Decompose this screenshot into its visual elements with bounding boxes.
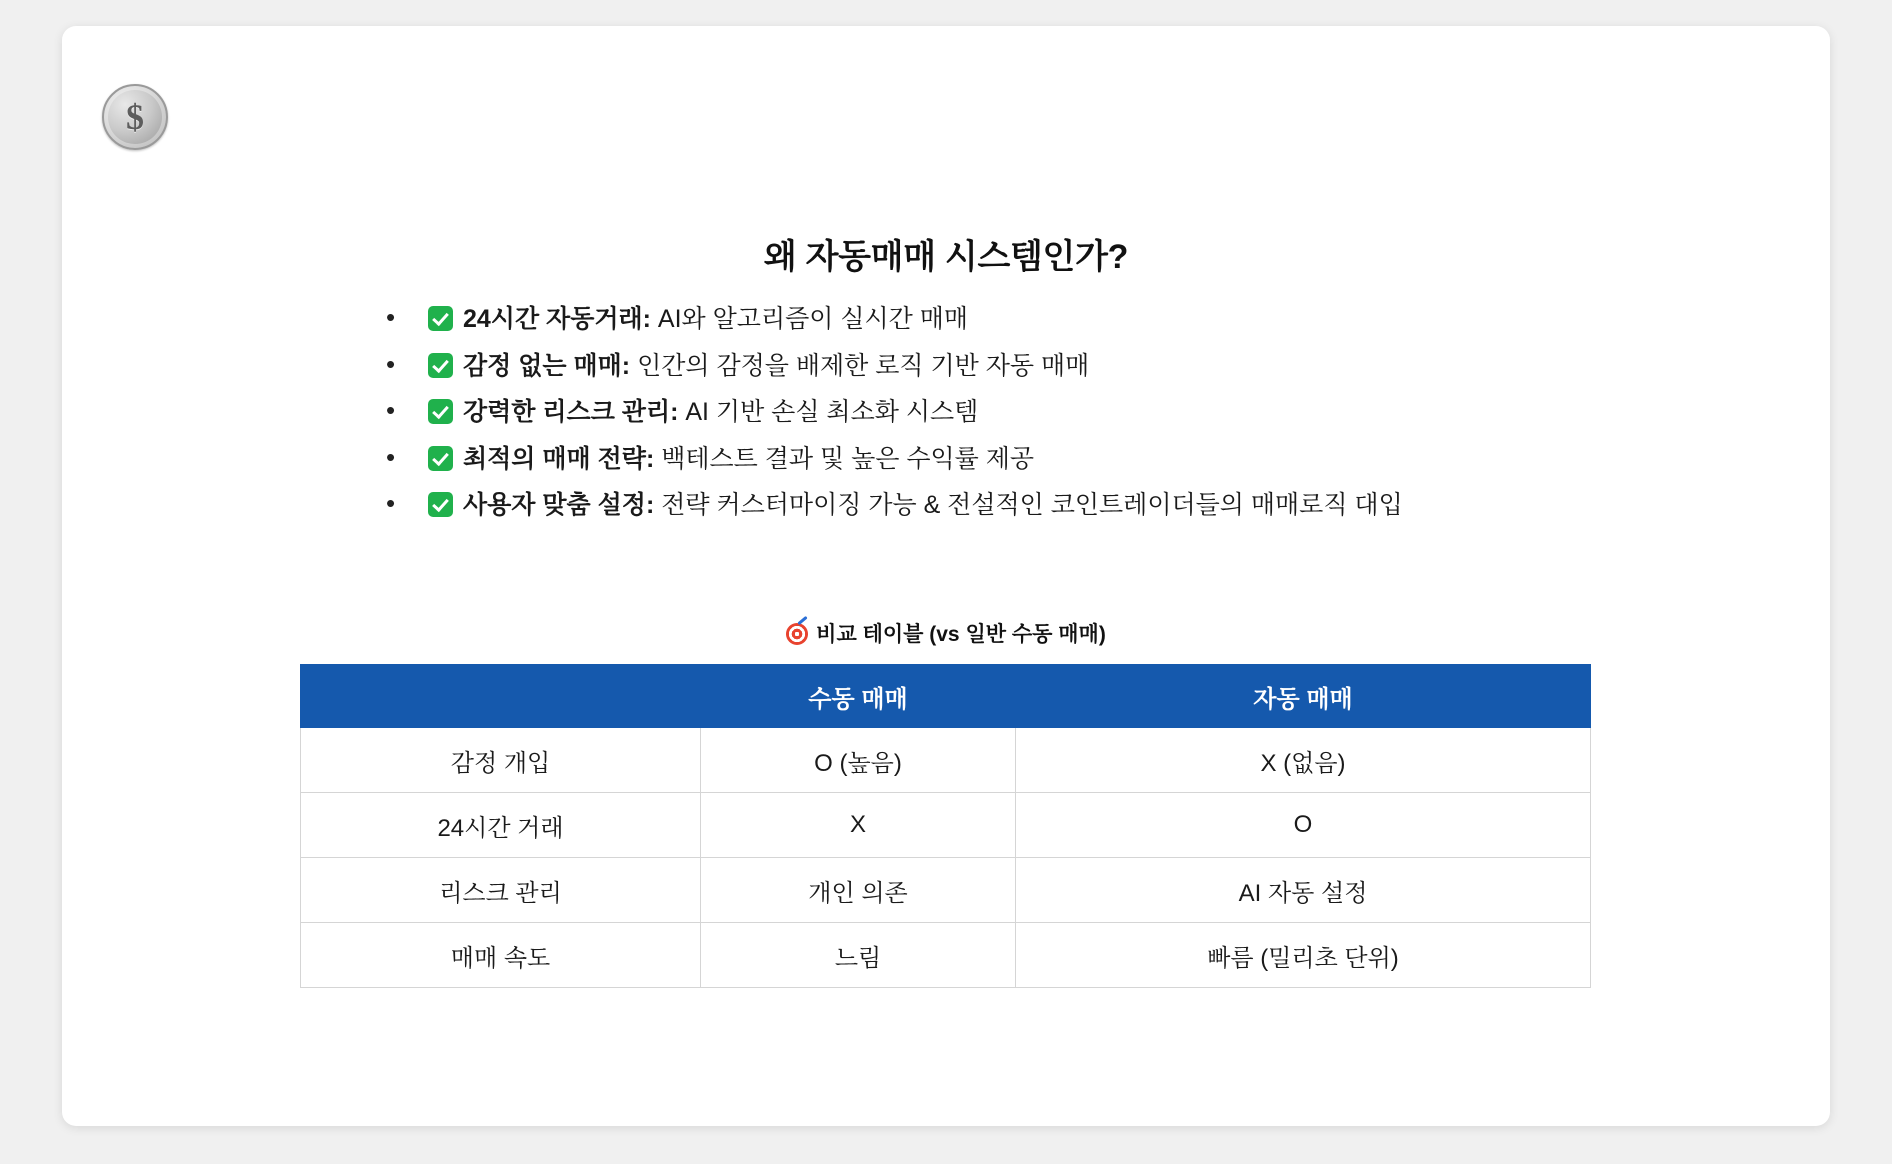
- check-icon: [428, 306, 453, 331]
- list-item-label: 사용자 맞춤 설정:: [463, 491, 655, 519]
- dollar-coin-icon: [102, 84, 168, 150]
- list-item-text: 인간의 감정을 배제한 로직 기반 자동 매매: [630, 351, 1090, 380]
- list-item-label: 24시간 자동거래:: [463, 305, 651, 333]
- list-item: [378, 490, 1403, 521]
- check-icon: [428, 399, 453, 424]
- target-icon: [786, 623, 808, 645]
- list-item: [378, 444, 1403, 475]
- check-icon: [428, 353, 453, 378]
- table-cell-auto: X (없음): [1016, 728, 1591, 793]
- list-item-text: AI 기반 손실 최소화 시스템: [678, 398, 979, 426]
- feature-list: [378, 304, 1403, 537]
- list-item-label: 감정 없는 매매:: [463, 351, 631, 380]
- table-cell-auto: O: [1016, 793, 1591, 858]
- list-item-text: AI와 알고리즘이 실시간 매매: [650, 305, 969, 333]
- table-cell-category: 24시간 거래: [301, 793, 701, 858]
- table-cell-auto: 빠름 (밀리초 단위): [1016, 923, 1591, 988]
- table-header-cell-auto: 자동 매매: [1016, 665, 1591, 728]
- table-caption: [62, 618, 1830, 648]
- check-icon: [428, 446, 453, 471]
- table-row: [301, 923, 1591, 988]
- table-cell-manual: 개인 의존: [701, 858, 1016, 923]
- list-item: [378, 397, 1403, 428]
- table-row: [301, 728, 1591, 793]
- check-icon: [428, 492, 453, 517]
- table-cell-auto: AI 자동 설정: [1016, 858, 1591, 923]
- list-item-text: 백테스트 결과 및 높은 수익률 제공: [654, 444, 1035, 473]
- table-cell-manual: O (높음): [701, 728, 1016, 793]
- page-title: 왜 자동매매 시스템인가?: [763, 237, 1129, 276]
- table-body: [301, 728, 1591, 988]
- table-header-cell-manual: 수동 매매: [701, 665, 1016, 728]
- table-cell-category: 매매 속도: [301, 923, 701, 988]
- table-cell-category: 감정 개입: [301, 728, 701, 793]
- comparison-table: [300, 664, 1591, 988]
- table-header-row: [301, 665, 1591, 728]
- list-item-label: 최적의 매매 전략:: [463, 444, 655, 473]
- list-item-text: 전략 커스터마이징 가능 & 전설적인 코인트레이더들의 매매로직 대입: [654, 491, 1403, 519]
- table-cell-manual: 느림: [701, 923, 1016, 988]
- table-caption-text: 비교 테이블 (vs 일반 수동 매매): [816, 623, 1106, 646]
- slide-card: [62, 26, 1830, 1126]
- list-item: [378, 351, 1403, 382]
- table-cell-category: 리스크 관리: [301, 858, 701, 923]
- table-header-cell-blank: [301, 665, 701, 728]
- list-item: [378, 304, 1403, 335]
- table-row: [301, 793, 1591, 858]
- table-header: [301, 665, 1591, 728]
- table-cell-manual: X: [701, 793, 1016, 858]
- dollar-symbol: $: [126, 97, 144, 137]
- table-row: [301, 858, 1591, 923]
- list-item-label: 강력한 리스크 관리:: [463, 398, 679, 426]
